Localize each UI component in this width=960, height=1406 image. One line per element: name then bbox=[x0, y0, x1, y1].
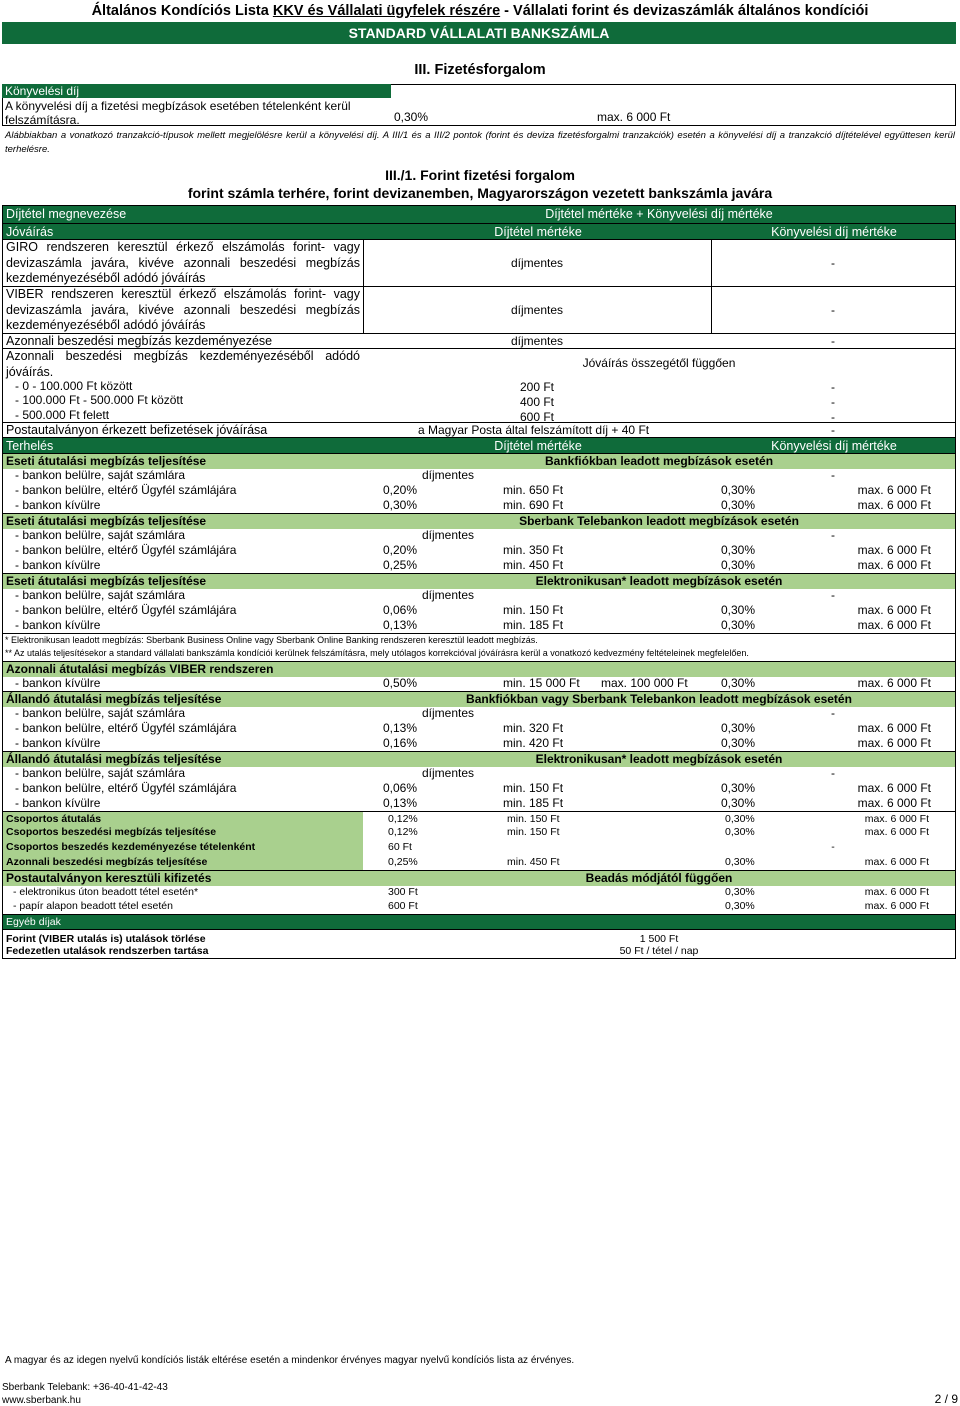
fee-table bbox=[2, 205, 956, 959]
row-label: - bankon belülre, eltérő Ügyfél számlájára bbox=[15, 543, 237, 557]
tier-1: - 0 - 100.000 Ft között bbox=[15, 379, 133, 393]
row-book-max: max. 6 000 Ft bbox=[857, 498, 931, 512]
instant-credit-depends: Jóváírás összegétől függően bbox=[582, 356, 736, 370]
row-label: - bankon belülre, saját számlára bbox=[15, 528, 186, 542]
group-collection-init: Csoportos beszedés kezdeményezése tételenként bbox=[6, 841, 256, 853]
other-fees-bg bbox=[3, 915, 955, 930]
row-book-max: max. 6 000 Ft bbox=[864, 900, 929, 912]
table-row bbox=[3, 840, 955, 855]
row-book: - bbox=[831, 528, 835, 542]
table-row bbox=[3, 885, 955, 899]
row-book-max: max. 6 000 Ft bbox=[857, 721, 931, 735]
note-row bbox=[3, 646, 955, 661]
instant-collection-init-fee: díjmentes bbox=[510, 334, 564, 348]
branch-or-telebank-label: Bankfiókban vagy Sberbank Telebankon leadott megbízások esetén bbox=[466, 692, 852, 706]
row-fee: díjmentes bbox=[421, 766, 475, 780]
transfer-cancel: Forint (VIBER utalás is) utalások törlése bbox=[6, 933, 206, 945]
instant-viber: Azonnali átutalási megbízás VIBER rendszeren bbox=[6, 662, 274, 676]
row-book-max: max. 6 000 Ft bbox=[857, 796, 931, 810]
row-book: - bbox=[831, 588, 835, 602]
table-row bbox=[3, 796, 955, 811]
bookkeeping-fee-rate: 0,30% bbox=[394, 110, 429, 124]
row-min: min. 150 Ft bbox=[507, 826, 560, 838]
row-book-rate: 0,30% bbox=[721, 603, 756, 617]
table-row bbox=[3, 286, 955, 333]
row-book-rate: 0,30% bbox=[721, 543, 756, 557]
postal-payout: Postautalványon keresztüli kifizetés bbox=[6, 871, 212, 885]
table-row bbox=[3, 468, 955, 483]
row-min: min. 15 000 Ft bbox=[503, 676, 580, 690]
row-label: - bankon belülre, saját számlára bbox=[15, 468, 186, 482]
row-book-rate: 0,30% bbox=[721, 618, 756, 632]
instant-collection-exec: Azonnali beszedési megbízás teljesítése bbox=[6, 856, 208, 868]
table-header-row bbox=[3, 206, 955, 223]
row-rate: 0,16% bbox=[383, 736, 418, 750]
row-label: - elektronikus úton beadott tétel esetén* bbox=[13, 886, 199, 898]
standing-order-branch: Állandó átutalási megbízás teljesítése bbox=[6, 692, 222, 706]
subsection-subtitle-text: forint számla terhére, forint devizanemben, Magyarországon vezetett bankszámla javára bbox=[187, 185, 773, 201]
row-book-rate: 0,30% bbox=[721, 498, 756, 512]
standing-order-electronic: Állandó átutalási megbízás teljesítése bbox=[6, 752, 222, 766]
postal-credit-book: - bbox=[831, 423, 835, 437]
row-book: - bbox=[831, 766, 835, 780]
row-rate: 0,13% bbox=[383, 618, 418, 632]
title-prefix: Általános Kondíciós Lista bbox=[91, 3, 273, 19]
row-rate: 0,50% bbox=[383, 676, 418, 690]
row-min: min. 650 Ft bbox=[503, 483, 564, 497]
page-title bbox=[0, 3, 960, 19]
section-row bbox=[3, 870, 955, 885]
section-row bbox=[3, 513, 955, 528]
table-row bbox=[3, 379, 955, 393]
row-rate: 0,12% bbox=[388, 813, 418, 825]
row-book-rate: 0,30% bbox=[725, 826, 755, 838]
row-book-max: max. 6 000 Ft bbox=[857, 603, 931, 617]
footer-disclaimer: A magyar és az idegen nyelvű kondíciós listák eltérése esetén a mindenkor érvényes magyar nyelvű kondíciós lista az érvényes. bbox=[5, 1355, 575, 1366]
instant-collection-init: Azonnali beszedési megbízás kezdeményezése bbox=[6, 334, 273, 348]
table-row bbox=[3, 422, 955, 437]
transfer-cancel-fee: 1 500 Ft bbox=[639, 933, 679, 945]
row-book-rate: 0,30% bbox=[725, 856, 755, 868]
table-row bbox=[3, 543, 955, 558]
row-label: - bankon kívülre bbox=[15, 558, 101, 572]
giro-text: GIRO rendszeren keresztül érkező elszámolás forint- vagy devizaszámla javára, kivéve azonnali beszedési megbízás kezdeményezéséből adódó jóváírás bbox=[6, 240, 360, 285]
table-row bbox=[3, 408, 955, 422]
title-underlined: KKV és Vállalati ügyfelek részére bbox=[272, 3, 501, 19]
table-row bbox=[3, 676, 955, 691]
row-book: - bbox=[831, 468, 835, 482]
table-row bbox=[3, 498, 955, 513]
tier-3-fee: 600 Ft bbox=[519, 410, 555, 424]
section-row bbox=[3, 691, 955, 706]
row-label: - bankon belülre, saját számlára bbox=[15, 588, 186, 602]
row-book-max: max. 6 000 Ft bbox=[857, 543, 931, 557]
row-min: min. 150 Ft bbox=[503, 781, 564, 795]
row-label: - bankon belülre, eltérő Ügyfél számlájára bbox=[15, 483, 237, 497]
postal-credit: Postautalványon érkezett befizetések jóváírása bbox=[6, 423, 268, 437]
row-book-max: max. 6 000 Ft bbox=[864, 826, 929, 838]
other-fees-header bbox=[3, 914, 955, 929]
row-label: - bankon belülre, saját számlára bbox=[15, 766, 186, 780]
row-fee: 60 Ft bbox=[388, 841, 412, 853]
row-rate: 0,06% bbox=[383, 781, 418, 795]
table-row bbox=[3, 558, 955, 573]
row-rate: 0,06% bbox=[383, 603, 418, 617]
viber-book: - bbox=[831, 303, 835, 317]
row-book-rate: 0,30% bbox=[721, 736, 756, 750]
table-row bbox=[3, 348, 955, 379]
table-row bbox=[3, 393, 955, 408]
instant-credit-text: Azonnali beszedési megbízás kezdeményezéséből adódó jóváírás. bbox=[6, 349, 360, 379]
tier-3: - 500.000 Ft felett bbox=[15, 408, 110, 422]
credit-fee-col: Díjtétel mértéke bbox=[363, 224, 713, 240]
section-title: III. Fizetésforgalom bbox=[414, 62, 546, 78]
giro-book: - bbox=[831, 256, 835, 270]
table-row bbox=[3, 811, 955, 825]
row-fee: díjmentes bbox=[421, 588, 475, 602]
table-row bbox=[3, 528, 955, 543]
group-transfer: Csoportos átutalás bbox=[6, 813, 102, 825]
section-row bbox=[3, 661, 955, 676]
row-fee: 600 Ft bbox=[388, 900, 418, 912]
row-book: - bbox=[831, 706, 835, 720]
row-label: - bankon kívülre bbox=[15, 498, 101, 512]
table-row bbox=[3, 588, 955, 603]
header-name: Díjtétel megnevezése bbox=[3, 206, 366, 223]
row-book-rate: 0,30% bbox=[725, 813, 755, 825]
row-rate: 0,25% bbox=[383, 558, 418, 572]
row-label: - bankon belülre, eltérő Ügyfél számlájára bbox=[15, 603, 237, 617]
single-transfer-electronic: Eseti átutalási megbízás teljesítése bbox=[6, 574, 207, 588]
row-book-rate: 0,30% bbox=[721, 781, 756, 795]
row-book-rate: 0,30% bbox=[721, 483, 756, 497]
row-min: min. 185 Ft bbox=[503, 796, 564, 810]
group-collection: Csoportos beszedési megbízás teljesítése bbox=[6, 826, 217, 838]
single-transfer-branch: Eseti átutalási megbízás teljesítése bbox=[6, 454, 207, 468]
postal-depends: Beadás módjától függően bbox=[585, 871, 733, 885]
section-row bbox=[3, 453, 955, 468]
credit-header-row bbox=[3, 223, 955, 239]
row-min: min. 420 Ft bbox=[503, 736, 564, 750]
credit-book-col: Könyvelési díj mértéke bbox=[713, 224, 955, 240]
row-min: min. 185 Ft bbox=[503, 618, 564, 632]
section-row bbox=[3, 573, 955, 588]
row-label: - bankon kívülre bbox=[15, 796, 101, 810]
table-row bbox=[3, 855, 955, 870]
account-type-bar: STANDARD VÁLLALATI BANKSZÁMLA bbox=[2, 22, 956, 44]
table-row bbox=[3, 781, 955, 796]
row-min: min. 350 Ft bbox=[503, 543, 564, 557]
postal-credit-fee: a Magyar Posta által felszámított díj + 40 Ft bbox=[418, 423, 650, 437]
table-row bbox=[3, 899, 955, 914]
row-book-rate: 0,30% bbox=[721, 721, 756, 735]
row-book-max: max. 6 000 Ft bbox=[857, 618, 931, 632]
bookkeeping-fee-header: Könyvelési díj bbox=[2, 84, 391, 98]
tier-2-fee: 400 Ft bbox=[519, 395, 555, 409]
uncovered-hold-fee: 50 Ft / tétel / nap bbox=[619, 945, 699, 957]
instant-collection-init-book: - bbox=[831, 334, 835, 348]
page-number: 2 / 9 bbox=[934, 1392, 958, 1406]
footer-telebank: Sberbank Telebank: +36-40-41-42-43 bbox=[2, 1382, 168, 1393]
row-label: - bankon kívülre bbox=[15, 676, 101, 690]
table-row bbox=[3, 721, 955, 736]
row-label: - bankon belülre, saját számlára bbox=[15, 706, 186, 720]
other-fees-label: Egyéb díjak bbox=[6, 916, 61, 928]
note-double-star: ** Az utalás teljesítésekor a standard vállalati bankszámla kondíciói kerülnek felszámításra, mely utólagos korrekcióval jóváírásra kerül a vonatkozó kedvezmény feltételeinek megfelelően. bbox=[5, 648, 749, 658]
table-row bbox=[3, 825, 955, 840]
row-book-max: max. 6 000 Ft bbox=[857, 558, 931, 572]
viber-text: VIBER rendszeren keresztül érkező elszámolás forint- vagy devizaszámla javára, kivéve azonnali beszedési megbízás kezdeményezéséből adódó jóváírás bbox=[6, 287, 360, 332]
debit-header-row bbox=[3, 437, 955, 453]
bookkeeping-fee-text: A könyvelési díj a fizetési megbízások esetében tételenként kerül felszámításra. bbox=[5, 99, 351, 127]
row-min: min. 450 Ft bbox=[503, 558, 564, 572]
row-rate: 0,13% bbox=[383, 721, 418, 735]
row-min: min. 320 Ft bbox=[503, 721, 564, 735]
row-rate: 0,13% bbox=[383, 796, 418, 810]
row-fee: díjmentes bbox=[421, 468, 475, 482]
debit-fee-col: Díjtétel mértéke bbox=[363, 438, 713, 454]
tier-2: - 100.000 Ft - 500.000 Ft között bbox=[15, 393, 184, 407]
table-row bbox=[3, 239, 955, 286]
table-row bbox=[3, 603, 955, 618]
header-value: Díjtétel mértéke + Könyvelési díj mértéke bbox=[363, 206, 955, 223]
row-rate: 0,25% bbox=[388, 856, 418, 868]
row-min: min. 450 Ft bbox=[507, 856, 560, 868]
row-book-max: max. 6 000 Ft bbox=[857, 781, 931, 795]
row-book: - bbox=[831, 841, 835, 853]
debit-label: Terhelés bbox=[6, 439, 54, 453]
row-min: min. 150 Ft bbox=[507, 813, 560, 825]
row-rate: 0,20% bbox=[383, 483, 418, 497]
table-row bbox=[3, 766, 955, 781]
credit-label: Jóváírás bbox=[6, 225, 54, 239]
subsection-title: III./1. Forint fizetési forgalom bbox=[385, 167, 575, 183]
row-label: - bankon kívülre bbox=[15, 736, 101, 750]
row-book-max: max. 6 000 Ft bbox=[864, 856, 929, 868]
table-row bbox=[3, 706, 955, 721]
row-book-rate: 0,30% bbox=[721, 796, 756, 810]
row-min: min. 690 Ft bbox=[503, 498, 564, 512]
row-min: min. 150 Ft bbox=[503, 603, 564, 617]
row-rate: 0,12% bbox=[388, 826, 418, 838]
row-book-max: max. 6 000 Ft bbox=[864, 886, 929, 898]
electronic-label: Elektronikusan* leadott megbízások esetén bbox=[535, 574, 783, 588]
table-row bbox=[3, 618, 955, 633]
debit-book-col: Könyvelési díj mértéke bbox=[713, 438, 955, 454]
row-rate: 0,30% bbox=[383, 498, 418, 512]
title-suffix: - Vállalati forint és devizaszámlák általános kondíciói bbox=[500, 3, 869, 19]
row-label: - bankon kívülre bbox=[15, 618, 101, 632]
row-book-max: max. 6 000 Ft bbox=[864, 813, 929, 825]
row-rate: 0,20% bbox=[383, 543, 418, 557]
uncovered-hold: Fedezetlen utalások rendszerben tartása bbox=[6, 945, 209, 957]
tier-2-book: - bbox=[831, 395, 835, 409]
table-row bbox=[3, 736, 955, 751]
subsection-subtitle bbox=[0, 185, 960, 201]
note-row bbox=[3, 633, 955, 646]
row-book-max: max. 6 000 Ft bbox=[857, 483, 931, 497]
table-row bbox=[3, 483, 955, 498]
tier-1-fee: 200 Ft bbox=[519, 380, 555, 394]
row-fee: díjmentes bbox=[421, 706, 475, 720]
row-max: max. 100 000 Ft bbox=[601, 676, 688, 690]
bookkeeping-note: Alábbiakban a vonatkozó tranzakció-típusok mellett megjelölésre kerül a könyvelési díj. A III/1 és a III/2 pontok (forint és deviza fizetésforgalmi tranzakciók) esetén a könyvelési díj a tranzakció díjtételével együttesen kerül terhelésre. bbox=[5, 130, 955, 155]
tier-3-book: - bbox=[831, 410, 835, 424]
footer-web[interactable]: www.sberbank.hu bbox=[2, 1395, 81, 1406]
row-book-max: max. 6 000 Ft bbox=[857, 676, 931, 690]
row-label: - bankon belülre, eltérő Ügyfél számlájára bbox=[15, 721, 237, 735]
table-row bbox=[3, 944, 955, 958]
row-label: - bankon belülre, eltérő Ügyfél számlájára bbox=[15, 781, 237, 795]
tier-1-book: - bbox=[831, 380, 835, 394]
bookkeeping-fee-max: max. 6 000 Ft bbox=[597, 110, 671, 124]
table-row bbox=[3, 333, 955, 348]
row-book-rate: 0,30% bbox=[725, 900, 755, 912]
row-book-rate: 0,30% bbox=[725, 886, 755, 898]
single-transfer-telebank: Eseti átutalási megbízás teljesítése bbox=[6, 514, 207, 528]
row-fee: díjmentes bbox=[421, 528, 475, 542]
row-book-rate: 0,30% bbox=[721, 558, 756, 572]
row-book-rate: 0,30% bbox=[721, 676, 756, 690]
row-fee: 300 Ft bbox=[388, 886, 418, 898]
row-book-max: max. 6 000 Ft bbox=[857, 736, 931, 750]
section-row bbox=[3, 751, 955, 766]
row-label: - papír alapon beadott tétel esetén bbox=[13, 900, 173, 912]
note-star: * Elektronikusan leadott megbízás: Sberbank Business Online vagy Sberbank Online Banking rendszeren keresztül leadott megbízás. bbox=[5, 635, 538, 645]
table-row bbox=[3, 929, 955, 944]
giro-fee: díjmentes bbox=[510, 256, 564, 270]
viber-fee: díjmentes bbox=[510, 303, 564, 317]
branch-label: Bankfiókban leadott megbízások esetén bbox=[544, 454, 774, 468]
electronic-label: Elektronikusan* leadott megbízások esetén bbox=[535, 752, 783, 766]
telebank-label: Sberbank Telebankon leadott megbízások esetén bbox=[519, 514, 799, 528]
